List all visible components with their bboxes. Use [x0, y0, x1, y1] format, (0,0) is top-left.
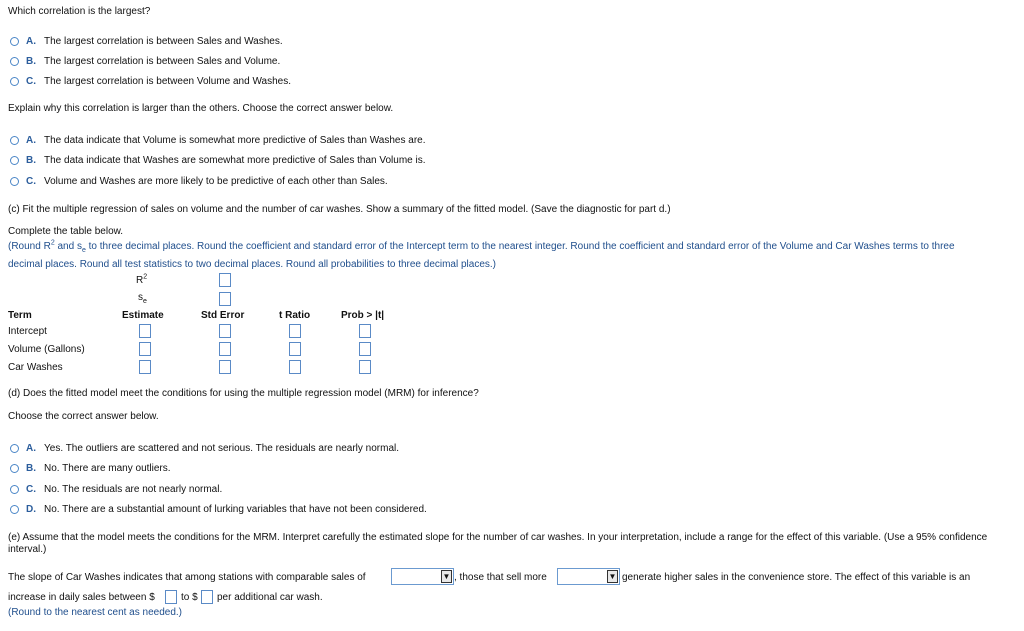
parte-sentence-1: The slope of Car Washes indicates that among stations with comparable sales of [8, 572, 366, 583]
q2-option-b-letter: B. [26, 155, 36, 166]
q1-option-a-letter: A. [26, 36, 36, 47]
q2-option-c-letter: C. [26, 176, 36, 187]
se-letter: s [138, 292, 143, 303]
partd-option-d-letter: D. [26, 504, 36, 515]
washes-prob-input[interactable] [359, 360, 371, 374]
partc-prompt: (c) Fit the multiple regression of sales on volume and the number of car washes. Show a summary of the fitted model. (Save the diagnostic for part d.) [8, 204, 671, 215]
round-text-b: to three decimal places. Round the coefficient and standard error of the Intercept term to the nearest integer. Round the coefficient and standard error of the Volume and Car Washes terms to three [85, 241, 955, 252]
washes-estimate-input[interactable] [139, 360, 151, 374]
volume-prob-input[interactable] [359, 342, 371, 356]
partd-option-a-text: Yes. The outliers are scattered and not serious. The residuals are nearly normal. [44, 443, 400, 454]
q2-option-b-text: The data indicate that Washes are somewhat more predictive of Sales than Volume is. [44, 155, 426, 166]
parte-round: (Round to the nearest cent as needed.) [8, 607, 183, 618]
parte-sentence-3: generate higher sales in the convenience store. The effect of this variable is an [622, 572, 971, 583]
ci-lower-input[interactable] [165, 590, 177, 604]
partc-complete: Complete the table below. [8, 226, 124, 237]
partd-option-c-letter: C. [26, 484, 36, 495]
volume-estimate-input[interactable] [139, 342, 151, 356]
q1-prompt: Which correlation is the largest? [8, 6, 151, 17]
sell-more-dropdown[interactable] [557, 568, 620, 585]
parte-sentence-6: per additional car wash. [217, 592, 323, 603]
se-sub: e [143, 298, 147, 305]
r2-sup: 2 [143, 273, 148, 281]
intercept-tratio-input[interactable] [289, 324, 301, 338]
partd-option-b-letter: B. [26, 463, 36, 474]
partd-option-a-radio[interactable] [10, 444, 19, 453]
comparable-sales-dropdown[interactable] [391, 568, 454, 585]
parte-sentence-2: , those that sell more [454, 572, 547, 583]
r2-input[interactable] [219, 273, 231, 287]
se-input[interactable] [219, 292, 231, 306]
partd-option-d-radio[interactable] [10, 505, 19, 514]
q1-option-a-text: The largest correlation is between Sales and Washes. [44, 36, 283, 47]
chevron-down-icon: ▼ [608, 572, 617, 581]
q1-option-c-radio[interactable] [10, 77, 19, 86]
intercept-estimate-input[interactable] [139, 324, 151, 338]
partd-option-a-letter: A. [26, 443, 36, 454]
header-prob: Prob > |t| [341, 310, 385, 321]
row-volume-label: Volume (Gallons) [8, 344, 85, 355]
q2-option-a-letter: A. [26, 135, 36, 146]
q2-option-a-radio[interactable] [10, 136, 19, 145]
header-std-error: Std Error [201, 310, 245, 321]
se-label [138, 292, 147, 303]
q2-option-a-text: The data indicate that Volume is somewhat more predictive of Sales than Washes are. [44, 135, 426, 146]
q2-option-c-radio[interactable] [10, 177, 19, 186]
q1-option-a-radio[interactable] [10, 37, 19, 46]
round-text-and: and s [54, 241, 82, 252]
partd-option-d-text: No. There are a substantial amount of lurking variables that have not been considered. [44, 504, 427, 515]
partc-round-line2: decimal places. Round all test statistics to two decimal places. Round all probabilities to three decimal places.) [8, 259, 497, 270]
parte-sentence-5: to $ [181, 592, 198, 603]
round-sub-e: e [81, 247, 86, 254]
r2-letter: R [136, 275, 144, 286]
r2-label [136, 275, 147, 286]
washes-tratio-input[interactable] [289, 360, 301, 374]
q1-option-b-radio[interactable] [10, 57, 19, 66]
header-t-ratio: t Ratio [279, 310, 311, 321]
partd-option-c-radio[interactable] [10, 485, 19, 494]
row-intercept-label: Intercept [8, 326, 47, 337]
row-washes-label: Car Washes [8, 362, 63, 373]
q1-option-c-letter: C. [26, 76, 36, 87]
intercept-stderr-input[interactable] [219, 324, 231, 338]
parte-sentence-4: increase in daily sales between $ [8, 592, 155, 603]
header-estimate: Estimate [122, 310, 164, 321]
partd-choose: Choose the correct answer below. [8, 411, 159, 422]
round-text-a: (Round R [8, 241, 51, 252]
partd-option-c-text: No. The residuals are not nearly normal. [44, 484, 223, 495]
round-sup-2: 2 [50, 239, 55, 247]
partd-prompt: (d) Does the fitted model meet the conditions for using the multiple regression model (MRM) for inference? [8, 388, 479, 399]
chevron-down-icon: ▼ [442, 572, 451, 581]
q1-option-b-text: The largest correlation is between Sales and Volume. [44, 56, 281, 67]
q1-option-c-text: The largest correlation is between Volume and Washes. [44, 76, 291, 87]
parte-prompt: (e) Assume that the model meets the conditions for the MRM. Interpret carefully the estimated slope for the number of car washes. In your interpretation, include a range for the effect of this variable. (Use a 95% confidence interval.) [8, 532, 988, 555]
washes-stderr-input[interactable] [219, 360, 231, 374]
q1-option-b-letter: B. [26, 56, 36, 67]
header-term: Term [8, 310, 32, 321]
partc-round-line1 [8, 241, 955, 252]
intercept-prob-input[interactable] [359, 324, 371, 338]
q2-prompt: Explain why this correlation is larger than the others. Choose the correct answer below. [8, 103, 394, 114]
volume-stderr-input[interactable] [219, 342, 231, 356]
ci-upper-input[interactable] [201, 590, 213, 604]
partd-option-b-text: No. There are many outliers. [44, 463, 171, 474]
q2-option-c-text: Volume and Washes are more likely to be predictive of each other than Sales. [44, 176, 388, 187]
partd-option-b-radio[interactable] [10, 464, 19, 473]
q2-option-b-radio[interactable] [10, 156, 19, 165]
volume-tratio-input[interactable] [289, 342, 301, 356]
